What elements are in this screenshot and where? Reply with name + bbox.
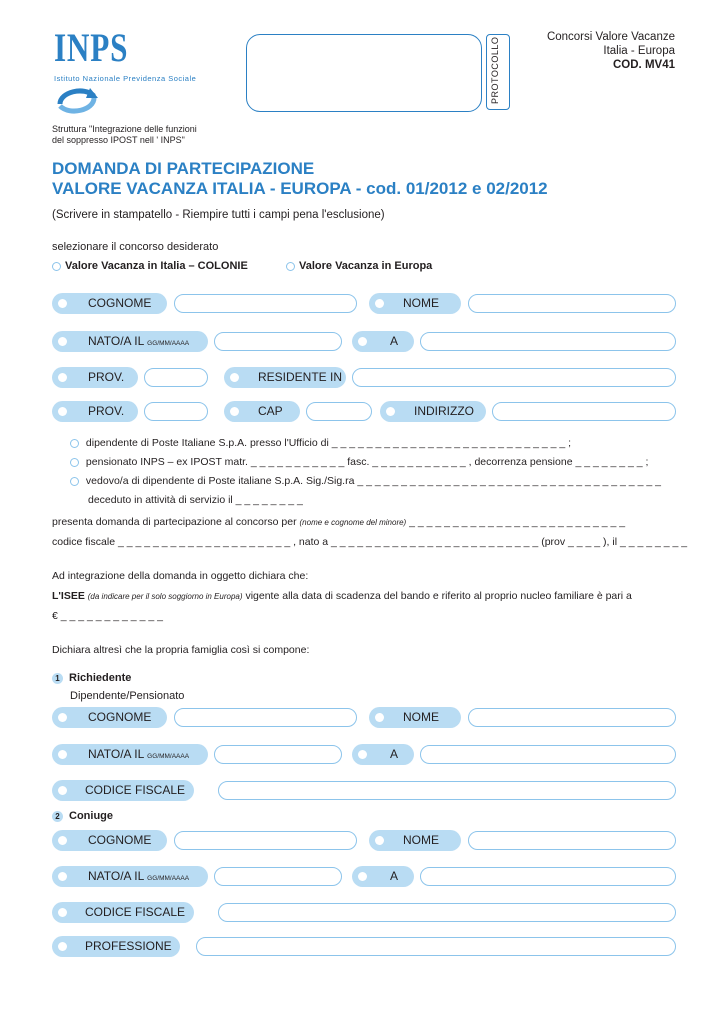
prov-field[interactable] bbox=[144, 368, 208, 387]
member-1-sub: Dipendente/Pensionato bbox=[70, 690, 185, 702]
inps-swirl-icon bbox=[54, 84, 100, 123]
option-europa[interactable]: Valore Vacanza in Europa bbox=[286, 260, 432, 272]
birth-date-field[interactable] bbox=[214, 332, 342, 351]
professione-label: PROFESSIONE bbox=[52, 936, 180, 957]
selection-prompt: selezionare il concorso desiderato bbox=[52, 241, 219, 253]
form-title: DOMANDA DI PARTECIPAZIONE VALORE VACANZA ITALIA - EUROPA - cod. 01/2012 e 02/2012 bbox=[52, 159, 548, 198]
birthplace-label: A bbox=[352, 331, 414, 352]
status-option-pensionato[interactable]: pensionato INPS – ex IPOST matr. _ _ _ _ _ _ _ _ _ _ _ fasc. _ _ _ _ _ _ _ _ _ _ _ , decorrenza pensione _ _ _ _ _ _ _ _ ; bbox=[70, 456, 648, 468]
member-number-badge: 2 bbox=[52, 811, 63, 822]
radio-icon[interactable] bbox=[52, 262, 61, 271]
member-2-cognome-field[interactable] bbox=[174, 831, 357, 850]
birthplace-label: A bbox=[352, 744, 414, 765]
codice-fiscale-line: codice fiscale _ _ _ _ _ _ _ _ _ _ _ _ _ _ _ _ _ _ _ _ , nato a _ _ _ _ _ _ _ _ _ _ _ _ _ _ _ _ _ _ _ _ _ _ _ _ (prov _ _ _ _ ), il _ _ _ _ _ _ _ _ bbox=[52, 536, 688, 548]
option-italia[interactable]: Valore Vacanza in Italia – COLONIE bbox=[52, 260, 248, 272]
nato-il-label: NATO/A IL GG/MM/AAAA bbox=[52, 866, 208, 887]
cognome-field[interactable] bbox=[174, 294, 357, 313]
nato-il-label: NATO/A IL GG/MM/AAAA bbox=[52, 331, 208, 352]
integrazione-text: Ad integrazione della domanda in oggetto dichiara che: bbox=[52, 570, 309, 582]
status-option-dipendente[interactable]: dipendente di Poste Italiane S.p.A. presso l'Ufficio di _ _ _ _ _ _ _ _ _ _ _ _ _ _ _ _ _ _ _ _ _ _ _ _ _ _ _ ; bbox=[70, 437, 571, 449]
protocol-label: PROTOCOLLO bbox=[490, 36, 500, 104]
birthplace-field[interactable] bbox=[420, 332, 676, 351]
cognome-label: COGNOME bbox=[52, 707, 167, 728]
isee-value-line: € _ _ _ _ _ _ _ _ _ _ _ _ bbox=[52, 610, 163, 622]
contest-code: COD. MV41 bbox=[613, 59, 675, 71]
cap-label: CAP bbox=[224, 401, 300, 422]
prov-field[interactable] bbox=[144, 402, 208, 421]
member-1-heading: 1 Richiedente bbox=[52, 672, 131, 684]
radio-icon[interactable] bbox=[70, 439, 79, 448]
inps-logo: INPS bbox=[54, 25, 129, 70]
presenta-line: presenta domanda di partecipazione al concorso per (nome e cognome del minore) _ _ _ _ _ _ _ _ _ _ _ _ _ _ _ _ _ _ _ _ _ _ _ _ _ bbox=[52, 516, 626, 528]
member-1-nome-field[interactable] bbox=[468, 708, 676, 727]
indirizzo-label: INDIRIZZO bbox=[380, 401, 486, 422]
status-deceased-line: deceduto in attività di servizio il _ _ _ _ _ _ _ _ bbox=[88, 494, 303, 506]
logo-subtitle: Istituto Nazionale Previdenza Sociale bbox=[54, 74, 197, 83]
codice-fiscale-label: CODICE FISCALE bbox=[52, 780, 194, 801]
member-1-cognome-field[interactable] bbox=[174, 708, 357, 727]
member-number-badge: 1 bbox=[52, 673, 63, 684]
protocol-stamp-box bbox=[246, 34, 482, 112]
member-1-birthplace-field[interactable] bbox=[420, 745, 676, 764]
nome-label: NOME bbox=[369, 830, 461, 851]
radio-icon[interactable] bbox=[70, 477, 79, 486]
member-2-nome-field[interactable] bbox=[468, 831, 676, 850]
famiglia-text: Dichiara altresì che la propria famiglia così si compone: bbox=[52, 644, 310, 656]
residente-label: RESIDENTE IN bbox=[224, 367, 346, 388]
isee-line: L'ISEE (da indicare per il solo soggiorno in Europa) vigente alla data di scadenza del bando e riferito al proprio nucleo familiare è pari a bbox=[52, 590, 632, 602]
contest-info: Concorsi Valore Vacanze Italia - Europa COD. MV41 bbox=[546, 31, 675, 71]
address-field[interactable] bbox=[492, 402, 676, 421]
cap-field[interactable] bbox=[306, 402, 372, 421]
nato-il-label: NATO/A IL GG/MM/AAAA bbox=[52, 744, 208, 765]
radio-icon[interactable] bbox=[70, 458, 79, 467]
nome-label: NOME bbox=[369, 707, 461, 728]
nome-field[interactable] bbox=[468, 294, 676, 313]
status-option-vedovo[interactable]: vedovo/a di dipendente di Poste italiane S.p.A. Sig./Sig.ra _ _ _ _ _ _ _ _ _ _ _ _ _ _ _ _ _ _ _ _ _ _ _ _ _ _ _ _ _ _ _ _ _ _ _ bbox=[70, 475, 661, 487]
cognome-label: COGNOME bbox=[52, 830, 167, 851]
codice-fiscale-label: CODICE FISCALE bbox=[52, 902, 194, 923]
cognome-label: COGNOME bbox=[52, 293, 167, 314]
member-1-codice-fiscale-field[interactable] bbox=[218, 781, 676, 800]
nome-label: NOME bbox=[369, 293, 461, 314]
radio-icon[interactable] bbox=[286, 262, 295, 271]
prov-label: PROV. bbox=[52, 401, 138, 422]
member-2-heading: 2 Coniuge bbox=[52, 810, 113, 822]
member-1-birth-date-field[interactable] bbox=[214, 745, 342, 764]
birthplace-label: A bbox=[352, 866, 414, 887]
member-2-birth-date-field[interactable] bbox=[214, 867, 342, 886]
member-2-codice-fiscale-field[interactable] bbox=[218, 903, 676, 922]
member-2-professione-field[interactable] bbox=[196, 937, 676, 956]
prov-label: PROV. bbox=[52, 367, 138, 388]
form-note: (Scrivere in stampatello - Riempire tutti i campi pena l'esclusione) bbox=[52, 209, 385, 221]
residence-field[interactable] bbox=[352, 368, 676, 387]
member-2-birthplace-field[interactable] bbox=[420, 867, 676, 886]
struttura-text: Struttura "Integrazione delle funzioni del soppresso IPOST nell ' INPS" bbox=[52, 124, 197, 145]
